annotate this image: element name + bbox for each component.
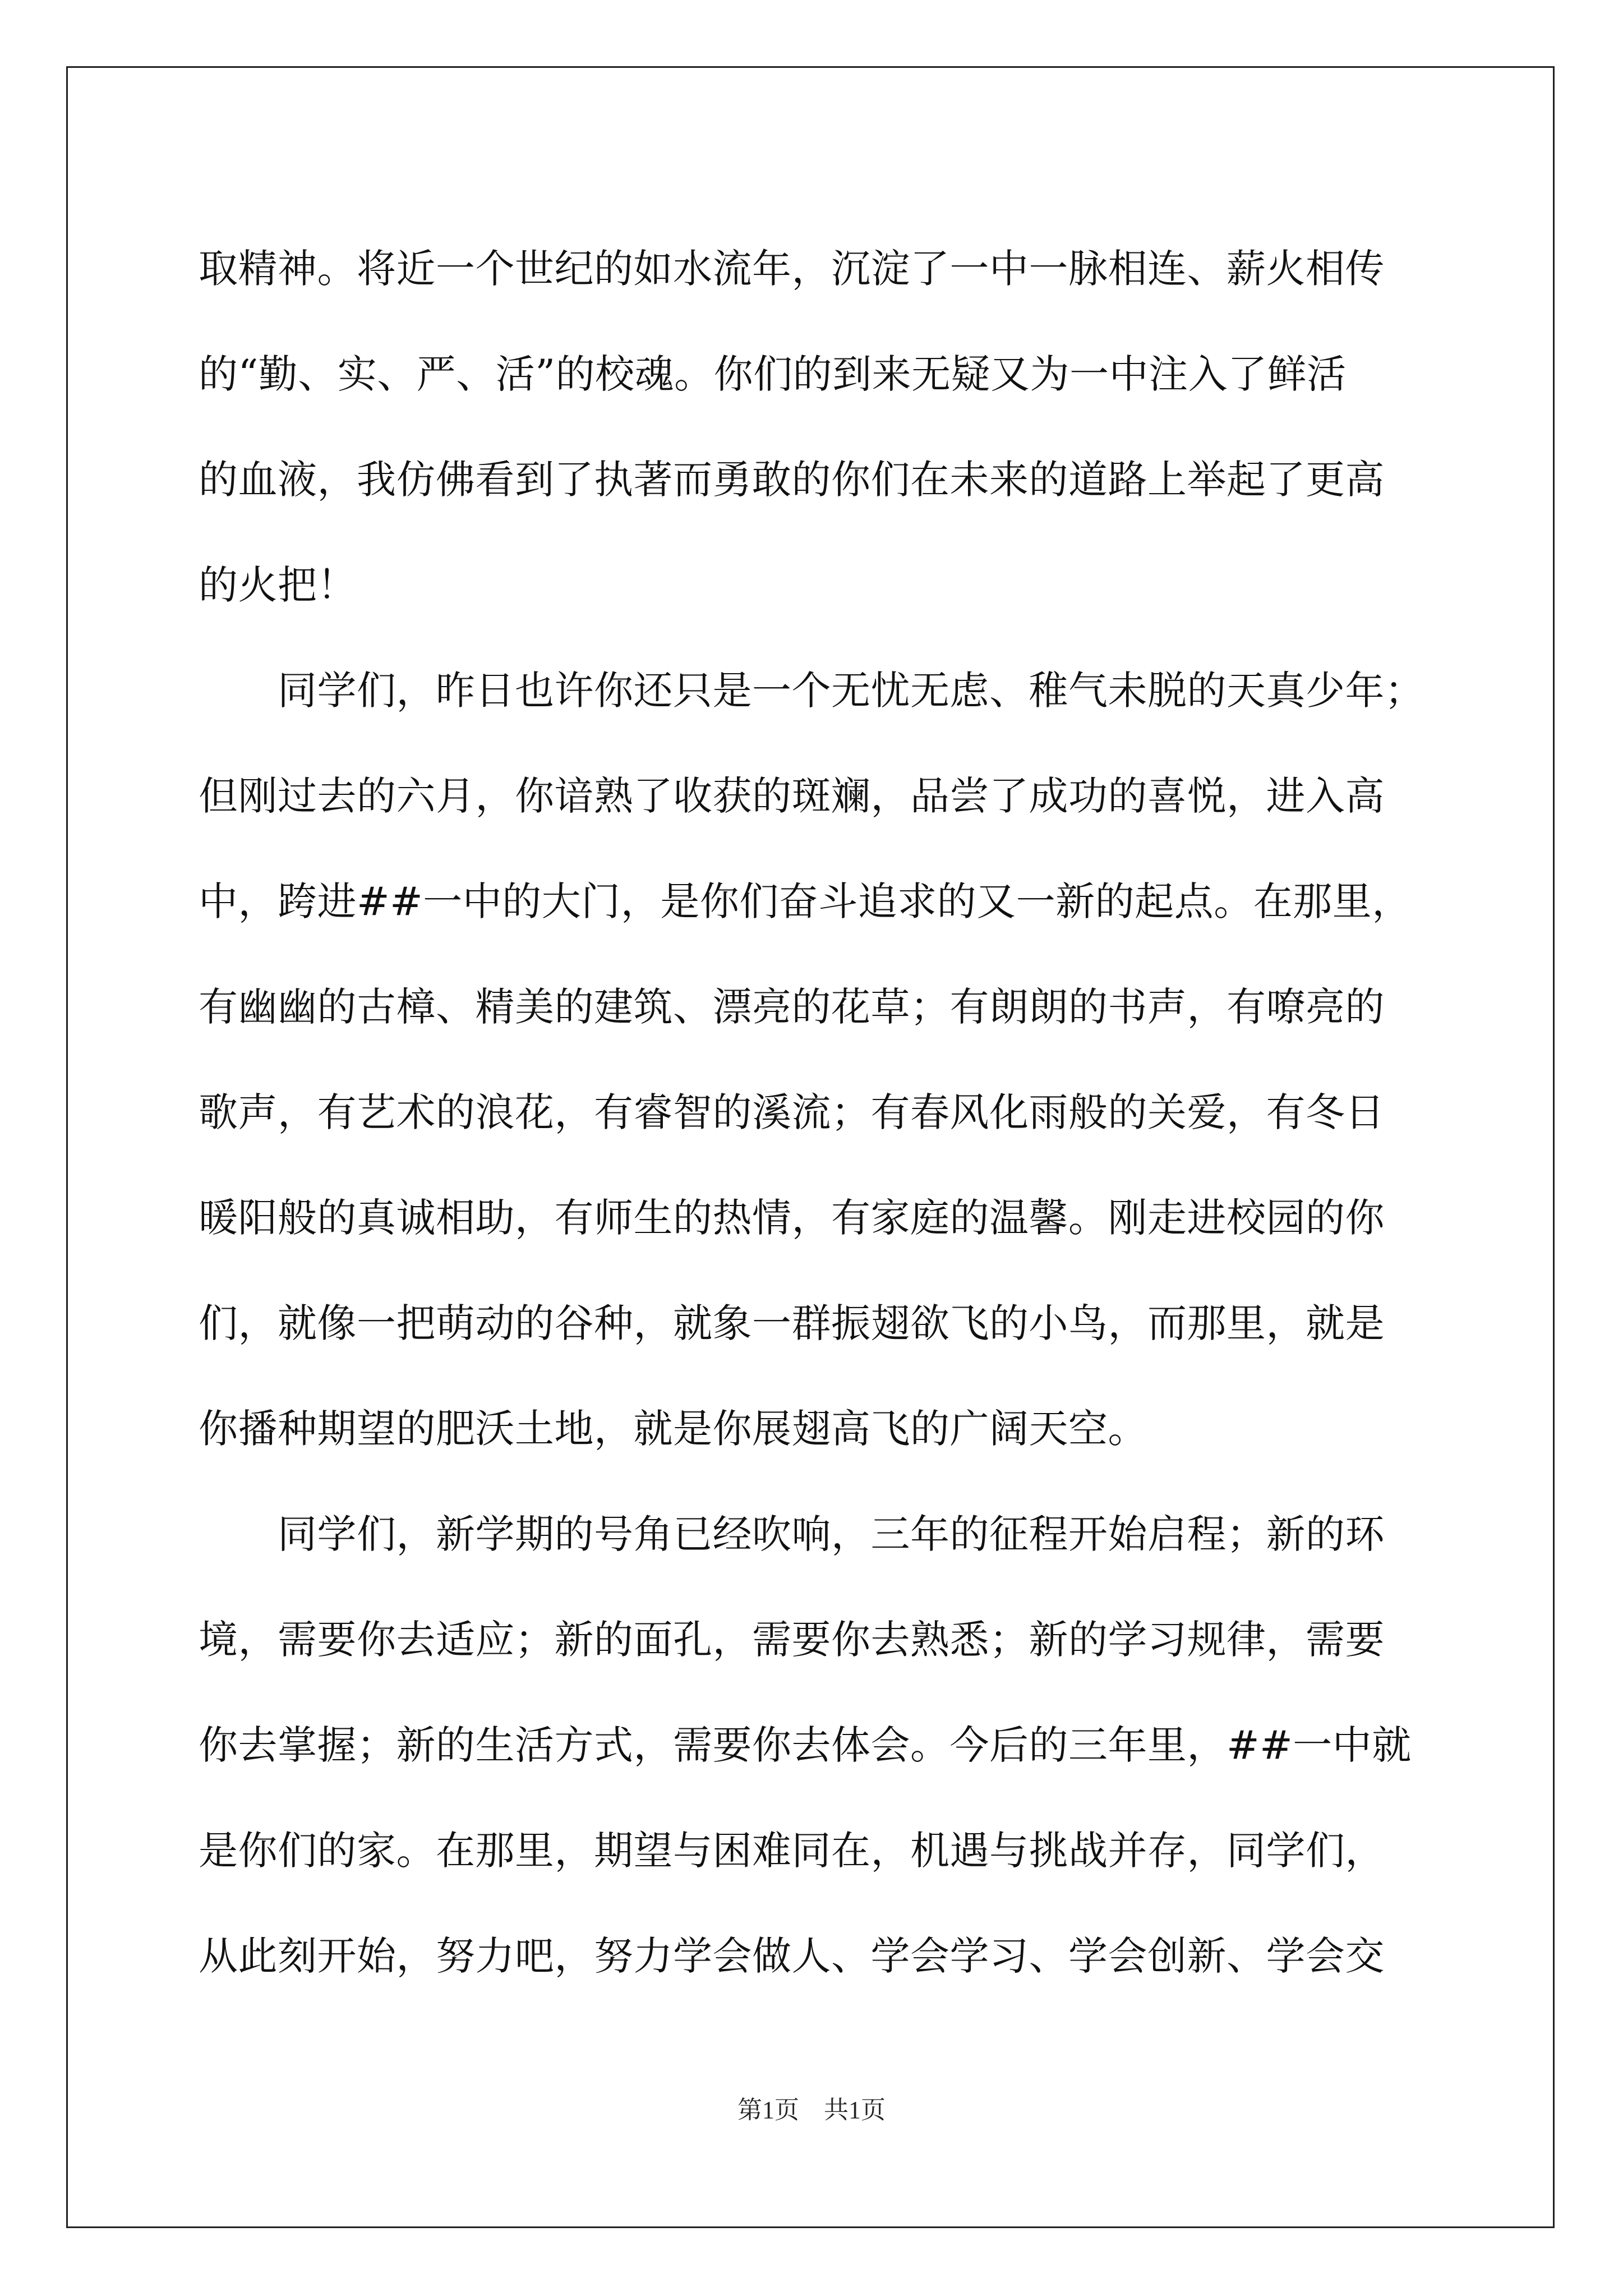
document-body [199, 216, 1432, 2009]
text-line: 有幽幽的古樟、精美的建筑、漂亮的花草；有朗朗的书声，有嘹亮的 [199, 984, 1385, 1030]
text-line: 的血液，我仿佛看到了执著而勇敢的你们在未来的道路上举起了更高 [199, 457, 1385, 503]
text-line: 取精神。将近一个世纪的如水流年，沉淀了一中一脉相连、薪火相传 [199, 246, 1385, 292]
text-line: 从此刻开始，努力吧，努力学会做人、学会学习、学会创新、学会交 [199, 1933, 1385, 1979]
text-line: 中，跨进##一中的大门，是你们奋斗追求的又一新的起点。在那里， [199, 878, 1412, 924]
text-line: 们，就像一把萌动的谷种，就象一群振翅欲飞的小鸟，而那里，就是 [199, 1300, 1385, 1346]
text-line: 境，需要你去适应；新的面孔，需要你去熟悉；新的学习规律，需要 [199, 1617, 1385, 1663]
text-line: 但刚过去的六月，你谙熟了收获的斑斓，品尝了成功的喜悦，进入高 [199, 773, 1385, 819]
text-line: 歌声，有艺术的浪花，有睿智的溪流；有春风化雨般的关爱，有冬日 [199, 1089, 1385, 1135]
text-line: 同学们，新学期的号角已经吹响，三年的征程开始启程；新的环 [199, 1511, 1385, 1557]
text-line: 同学们，昨日也许你还只是一个无忧无虑、稚气未脱的天真少年； [199, 668, 1424, 714]
text-line: 你去掌握；新的生活方式，需要你去体会。今后的三年里，##一中就 [199, 1722, 1412, 1768]
page-footer [0, 2090, 1623, 2125]
text-line: 的“勤、实、严、活”的校魂。你们的到来无疑又为一中注入了鲜活 [199, 351, 1347, 397]
page-total: 共1页 [824, 2096, 886, 2124]
text-line: 是你们的家。在那里，期望与困难同在，机遇与挑战并存，同学们， [199, 1828, 1385, 1874]
text-line: 你播种期望的肥沃土地，就是你展翅高飞的广阔天空。 [199, 1406, 1147, 1452]
text-line: 暖阳般的真诚相助，有师生的热情，有家庭的温馨。刚走进校园的你 [199, 1195, 1385, 1241]
text-line: 的火把！ [199, 562, 357, 608]
page-number: 第1页 [737, 2096, 799, 2124]
